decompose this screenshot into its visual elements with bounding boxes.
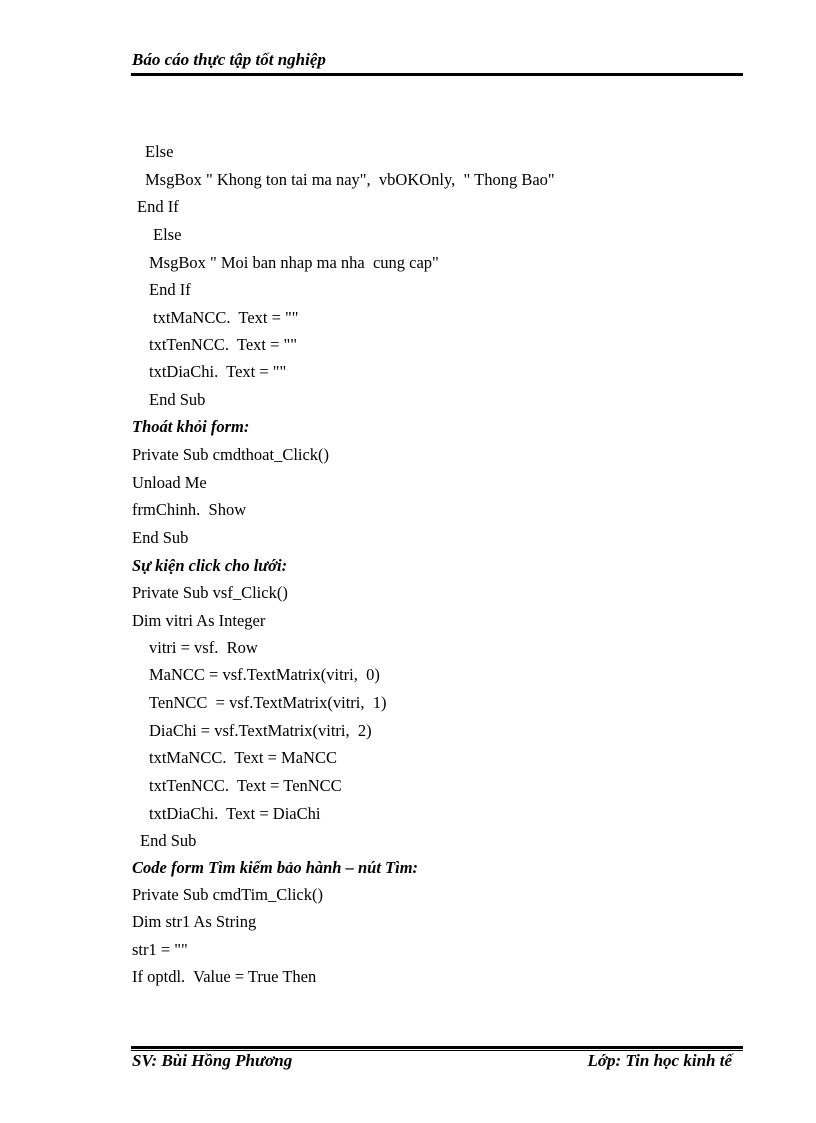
code-line: Dim str1 As String	[132, 912, 257, 931]
section-heading: Code form Tìm kiếm bảo hành – nút Tìm:	[132, 858, 419, 877]
code-line: txtTenNCC. Text = TenNCC	[149, 776, 342, 795]
code-line: txtMaNCC. Text = MaNCC	[149, 748, 337, 767]
code-line: TenNCC = vsf.TextMatrix(vitri, 1)	[149, 693, 387, 712]
code-line: MsgBox " Khong ton tai ma nay", vbOKOnly, " Thong Bao"	[145, 170, 555, 189]
code-line: End Sub	[132, 528, 189, 547]
code-line: frmChinh. Show	[132, 500, 247, 519]
code-line: MaNCC = vsf.TextMatrix(vitri, 0)	[149, 665, 380, 684]
code-line: Private Sub cmdthoat_Click()	[132, 445, 330, 464]
header-rule	[131, 73, 743, 76]
code-line: txtTenNCC. Text = ""	[149, 335, 298, 354]
code-line: MsgBox " Moi ban nhap ma nha cung cap"	[149, 253, 439, 272]
code-line: Else	[153, 225, 182, 244]
code-line: End If	[137, 197, 179, 216]
section-heading: Sự kiện click cho lưới:	[132, 556, 288, 575]
code-line: vitri = vsf. Row	[149, 638, 258, 657]
code-line: txtDiaChi. Text = ""	[149, 362, 287, 381]
code-line: Unload Me	[132, 473, 207, 492]
code-line: End Sub	[140, 831, 197, 850]
code-line: End If	[149, 280, 191, 299]
code-line: txtDiaChi. Text = DiaChi	[149, 804, 321, 823]
code-line: str1 = ""	[132, 940, 188, 959]
code-line: Dim vitri As Integer	[132, 611, 266, 630]
footer-rule	[131, 1046, 743, 1049]
page-header-title: Báo cáo thực tập tốt nghiệp	[132, 50, 326, 69]
code-line: DiaChi = vsf.TextMatrix(vitri, 2)	[149, 721, 372, 740]
code-line: Private Sub cmdTim_Click()	[132, 885, 323, 904]
code-line: If optdl. Value = True Then	[132, 967, 317, 986]
footer-student: SV: Bùi Hồng Phương	[132, 1051, 293, 1070]
code-line: txtMaNCC. Text = ""	[153, 308, 299, 327]
code-line: Else	[145, 142, 174, 161]
code-line: Private Sub vsf_Click()	[132, 583, 288, 602]
section-heading: Thoát khỏi form:	[132, 417, 250, 436]
footer-class: Lớp: Tin học kinh tế	[587, 1051, 732, 1070]
code-line: End Sub	[149, 390, 206, 409]
